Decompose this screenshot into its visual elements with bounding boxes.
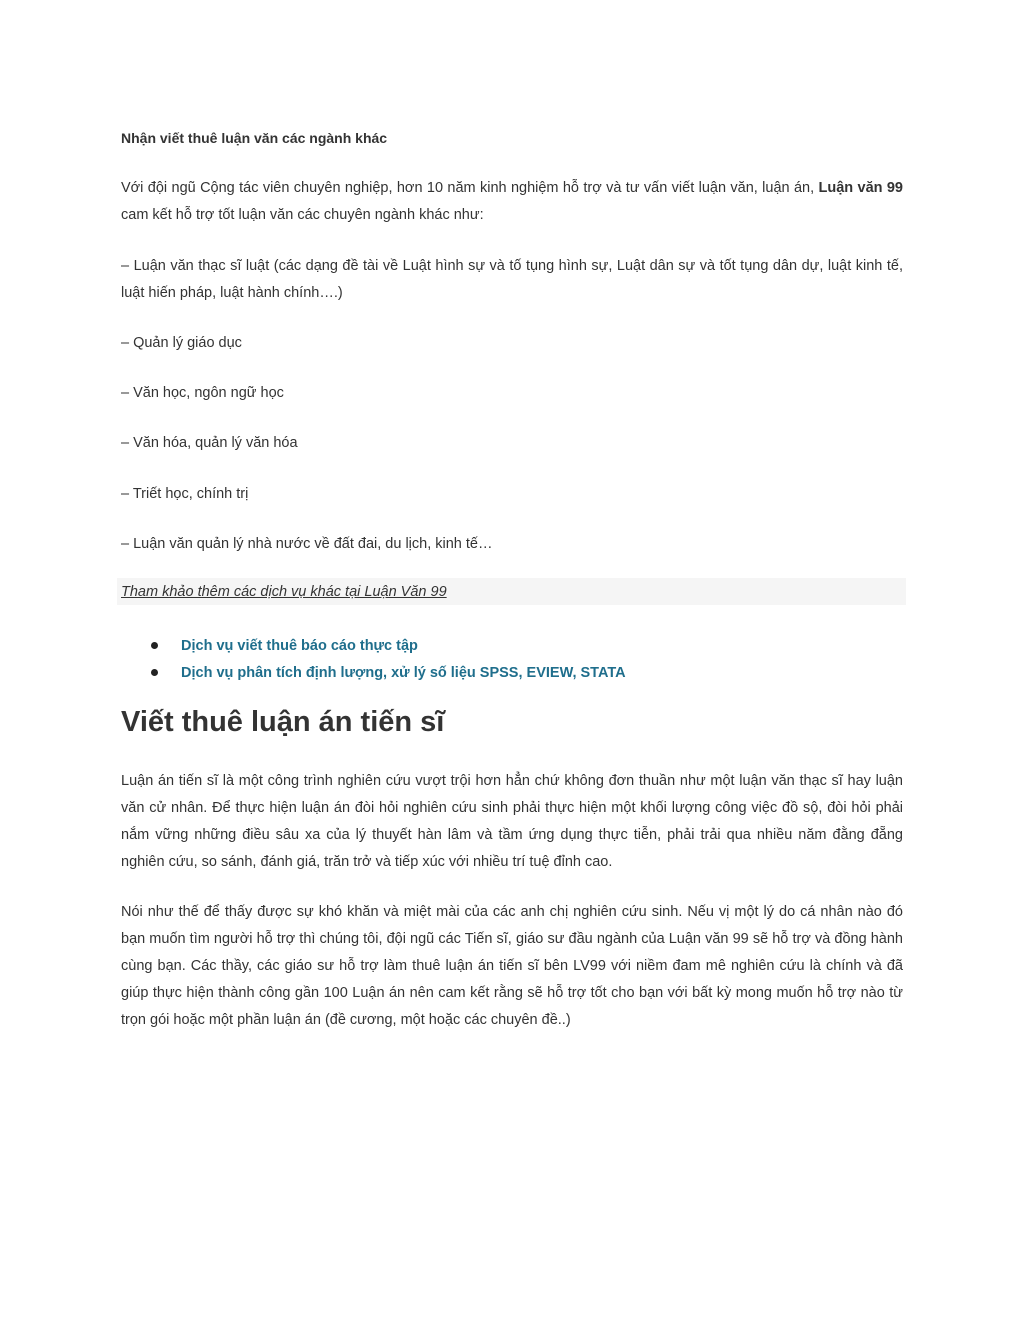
services-list xyxy=(121,633,626,687)
field-item-education: – Quản lý giáo dục xyxy=(121,335,242,351)
reference-link[interactable]: Tham khảo thêm các dịch vụ khác tại Luận Văn 99 xyxy=(121,584,447,600)
list-item xyxy=(121,660,626,687)
body-paragraph-1: Luận án tiến sĩ là một công trình nghiên cứu vượt trội hơn hẳn chứ không đơn thuần như một luận văn thạc sĩ hay luận văn cử nhân. Để thực hiện luận án đòi hỏi nghiên cứu sinh phải thực hiện một khối lượng công việc đồ sộ, đòi hỏi phải nắm vững những điều sâu xa của lý thuyết hàn lâm và tầm ứng dụng thực tiễn, phải trải qua nhiều năm đằng đẵng nghiên cứu, so sánh, đánh giá, trăn trở và tiếp xúc với nhiều trí tuệ đỉnh cao. xyxy=(121,773,903,870)
intro-paragraph xyxy=(121,175,903,229)
service-link-data-analysis[interactable]: Dịch vụ phân tích định lượng, xử lý số liệu SPSS, EVIEW, STATA xyxy=(181,665,626,681)
field-item-law: – Luận văn thạc sĩ luật (các dạng đề tài về Luật hình sự và tố tụng hình sự, Luật dân sự và tốt tụng dân dự, luật kinh tế, luật hiến pháp, luật hành chính….) xyxy=(121,258,903,301)
body-paragraph-2: Nói như thế để thấy được sự khó khăn và miệt mài của các anh chị nghiên cứu sinh. Nếu vị một lý do cá nhân nào đó bạn muốn tìm người hỗ trợ thì chúng tôi, đội ngũ các Tiến sĩ, giáo sư đầu ngành của Luận văn 99 sẽ hỗ trợ và đồng hành cùng bạn. Các thầy, các giáo sư hỗ trợ làm thuê luận án tiến sĩ bên LV99 với niềm đam mê nghiên cứu là chính và đã giúp thực hiện thành công gần 100 Luận án nên cam kết rằng sẽ hỗ trợ tốt cho bạn với bất kỳ mong muốn hỗ trợ nào từ trọn gói hoặc một phần luận án (đề cương, một hoặc các chuyên đề..) xyxy=(121,904,903,1028)
intro-text-after: cam kết hỗ trợ tốt luận văn các chuyên ngành khác như: xyxy=(121,207,484,223)
intro-text-before: Với đội ngũ Cộng tác viên chuyên nghiệp, hơn 10 năm kinh nghiệm hỗ trợ và tư vấn viết luận văn, luận án, xyxy=(121,180,819,196)
reference-box xyxy=(117,578,906,605)
brand-name: Luận văn 99 xyxy=(818,180,903,196)
field-item-state-management: – Luận văn quản lý nhà nước về đất đai, du lịch, kinh tế… xyxy=(121,536,493,552)
list-item xyxy=(121,633,626,660)
service-link-internship-report[interactable]: Dịch vụ viết thuê báo cáo thực tập xyxy=(181,638,418,654)
bullet-icon xyxy=(151,642,158,649)
field-item-culture: – Văn hóa, quản lý văn hóa xyxy=(121,435,298,451)
page-heading: Viết thuê luận án tiến sĩ xyxy=(121,706,445,738)
bullet-icon xyxy=(151,669,158,676)
field-item-literature: – Văn học, ngôn ngữ học xyxy=(121,385,284,401)
field-item-philosophy: – Triết học, chính trị xyxy=(121,486,249,502)
section-title: Nhận viết thuê luận văn các ngành khác xyxy=(121,130,388,146)
